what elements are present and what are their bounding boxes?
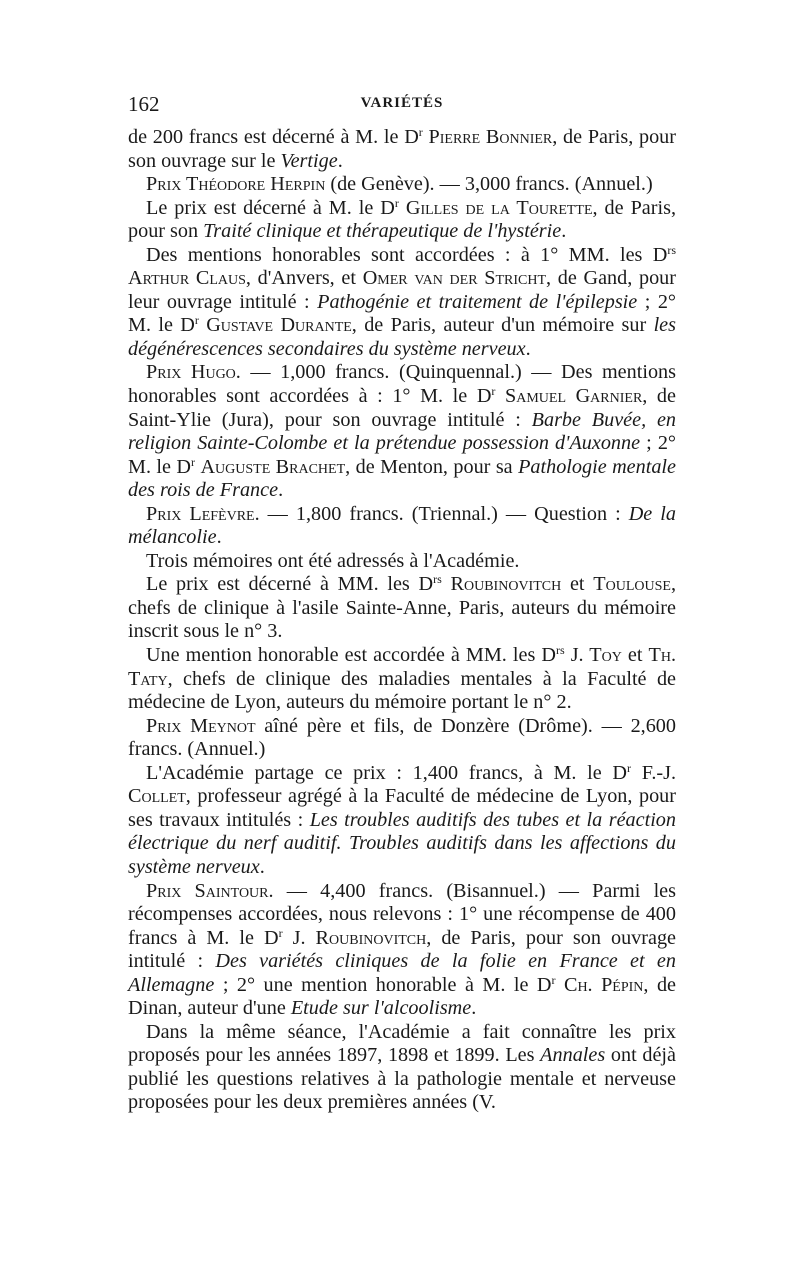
small-caps-name: Prix Meynot	[146, 714, 256, 737]
text-run: de 200 francs est décerné à M. le D	[128, 126, 419, 148]
text-run: , de Saint-Ylie (Jura), pour son ouvrage intitulé :	[128, 385, 676, 431]
text-run: . — 1,800 francs. (Triennal.) — Question :	[254, 502, 629, 525]
paragraph	[128, 503, 676, 550]
text-run	[495, 385, 505, 407]
text-run: , de Paris, auteur d'un mémoire sur	[351, 314, 654, 337]
text-run: , de Paris, pour son	[128, 196, 676, 243]
small-caps-name: Prix Théodore Herpin	[146, 173, 326, 196]
text-run: Dans la même séance, l'Académie a fait connaître les prix proposés pour les années 1897, 1898 et 1899. Les	[128, 1020, 676, 1067]
body-text	[128, 126, 676, 1115]
paragraph	[128, 1021, 676, 1115]
running-head: VARIÉTÉS	[360, 95, 444, 111]
text-run: (de Genève). — 3,000 francs. (Annuel.)	[325, 173, 653, 196]
text-run: .	[471, 997, 477, 1020]
small-caps-name: Arthur Claus	[128, 267, 246, 290]
text-run: Une mention honorable est accordée à MM. les D	[146, 644, 556, 667]
small-caps-name: Toulouse	[593, 573, 671, 596]
small-caps-name: Prix Hugo	[146, 361, 236, 384]
text-run: . — 4,400 francs. (Bisannuel.) — Parmi les récompenses accordées, nous relevons : 1° une récompense de 400 francs à M. le D	[128, 879, 676, 949]
text-run: ont déjà publié les questions relatives à la pathologie mentale et nerveuse proposées pour les deux premières années (V.	[128, 1044, 676, 1114]
small-caps-name: Ch. Pépin	[563, 973, 644, 996]
italic-title: Pathogénie et traitement de l'épilepsie	[317, 290, 638, 313]
italic-title: Annales	[540, 1044, 606, 1067]
small-caps-name: Roubinovitch	[450, 573, 562, 596]
small-caps-name: Pierre Bonnier	[428, 126, 553, 148]
text-run: , de Dinan, auteur d'une	[128, 973, 676, 1020]
paragraph	[128, 762, 676, 880]
paragraph	[128, 244, 676, 362]
italic-title: Traité clinique et thérapeutique de l'hystérie	[203, 220, 562, 243]
small-caps-name: Omer van der Stricht	[362, 267, 547, 290]
italic-title: Des variétés cliniques de la folie en France et en Allemagne	[128, 950, 676, 996]
paragraph	[128, 550, 676, 574]
superscript: r	[278, 925, 283, 940]
paragraph	[128, 173, 676, 197]
text-run	[399, 197, 406, 219]
text-run: , chefs de clinique des maladies mentales à la Faculté de médecine de Lyon, auteurs du mémoire portant le n° 2.	[128, 667, 676, 714]
text-run: . — 1,000 francs. (Quinquennal.) — Des mentions honorables sont accordées à : 1° M. le D	[128, 361, 677, 408]
text-run: , de Paris, pour son ouvrage intitulé :	[128, 926, 677, 973]
superscript: r	[194, 313, 199, 328]
text-run: , d'Anvers, et	[245, 267, 363, 290]
text-run: L'Académie partage ce prix : 1,400 francs, à M. le D	[146, 761, 628, 784]
superscript: r	[551, 972, 556, 987]
paragraph	[128, 126, 676, 173]
page-header	[128, 92, 676, 122]
page-number: 162	[128, 92, 160, 116]
text-run: .	[525, 337, 531, 360]
text-run	[556, 974, 564, 996]
small-caps-name: F.-J. Collet	[128, 761, 676, 808]
superscript: rs	[555, 643, 565, 658]
italic-title: Etude sur l'alcoolisme	[290, 997, 472, 1020]
paragraph	[128, 197, 676, 244]
text-run: ; 2° M. le D	[128, 432, 676, 478]
text-run: Le prix est décerné à M. le D	[146, 196, 395, 219]
italic-title: Vertige	[280, 149, 338, 172]
text-run: , de Paris, pour son ouvrage sur le	[128, 126, 676, 172]
text-run	[631, 762, 642, 784]
paragraph	[128, 573, 676, 644]
small-caps-name: Auguste Brachet	[200, 455, 346, 478]
text-run: .	[561, 220, 567, 243]
superscript: r	[418, 125, 423, 139]
text-run: , de Gand, pour leur ouvrage intitulé :	[128, 267, 676, 313]
text-run: .	[216, 526, 222, 549]
small-caps-name: Prix Saintour	[146, 879, 269, 902]
small-caps-name: Gilles de la Tourette	[405, 196, 593, 219]
italic-title: Barbe Buvée, en religion Sainte-Colombe et la prétendue possession d'Auxonne	[128, 408, 677, 455]
text-run: , chefs de clinique à l'asile Sainte-Anne, Paris, auteurs du mémoire inscrit sous le n° 3.	[128, 573, 676, 643]
italic-title: les dégénérescences secondaires du système nerveux	[128, 314, 676, 360]
paragraph	[128, 880, 676, 1021]
text-run	[283, 927, 293, 949]
superscript: r	[191, 454, 196, 469]
small-caps-name: Gustave Durante	[206, 314, 352, 337]
text-run: .	[259, 855, 265, 878]
text-run: .	[278, 479, 284, 502]
small-caps-name: Th. Taty	[128, 644, 677, 690]
text-run: et	[561, 573, 594, 596]
superscript: rs	[667, 242, 676, 257]
text-run: , professeur agrégé à la Faculté de médecine de Lyon, pour ses travaux intitulés :	[128, 785, 676, 831]
text-run: , de Menton, pour sa	[345, 455, 519, 478]
text-run: Le prix est décerné à MM. les D	[146, 573, 434, 596]
text-run: et	[621, 644, 649, 667]
small-caps-name: J. Roubinovitch	[292, 926, 427, 949]
text-run: ; 2° M. le D	[128, 290, 676, 337]
italic-title: Pathologie mentale des rois de France	[128, 455, 676, 502]
text-run: .	[337, 149, 343, 172]
text-run: ; 2° une mention honorable à M. le D	[214, 973, 552, 996]
paragraph	[128, 361, 676, 502]
text-run: Trois mémoires ont été adressés à l'Académie.	[146, 549, 520, 572]
italic-title: Les troubles auditifs des tubes et la réaction électrique du nerf auditif. Troubles auditifs dans les affections du système nerveux	[128, 808, 676, 878]
paragraph	[128, 644, 676, 715]
text-run	[442, 573, 451, 595]
superscript: r	[491, 384, 496, 399]
superscript: r	[394, 195, 399, 210]
superscript: rs	[433, 572, 442, 587]
italic-title: De la mélancolie	[128, 502, 676, 549]
superscript: r	[627, 760, 632, 775]
small-caps-name: Samuel Garnier	[505, 385, 643, 408]
text-run: aîné père et fils, de Donzère (Drôme). — 2,600 francs. (Annuel.)	[128, 714, 676, 761]
small-caps-name: Prix Lefèvre	[146, 502, 255, 525]
small-caps-name: J. Toy	[570, 644, 622, 667]
text-run: Des mentions honorables sont accordées : à 1° MM. les D	[146, 243, 668, 266]
paragraph	[128, 715, 676, 762]
